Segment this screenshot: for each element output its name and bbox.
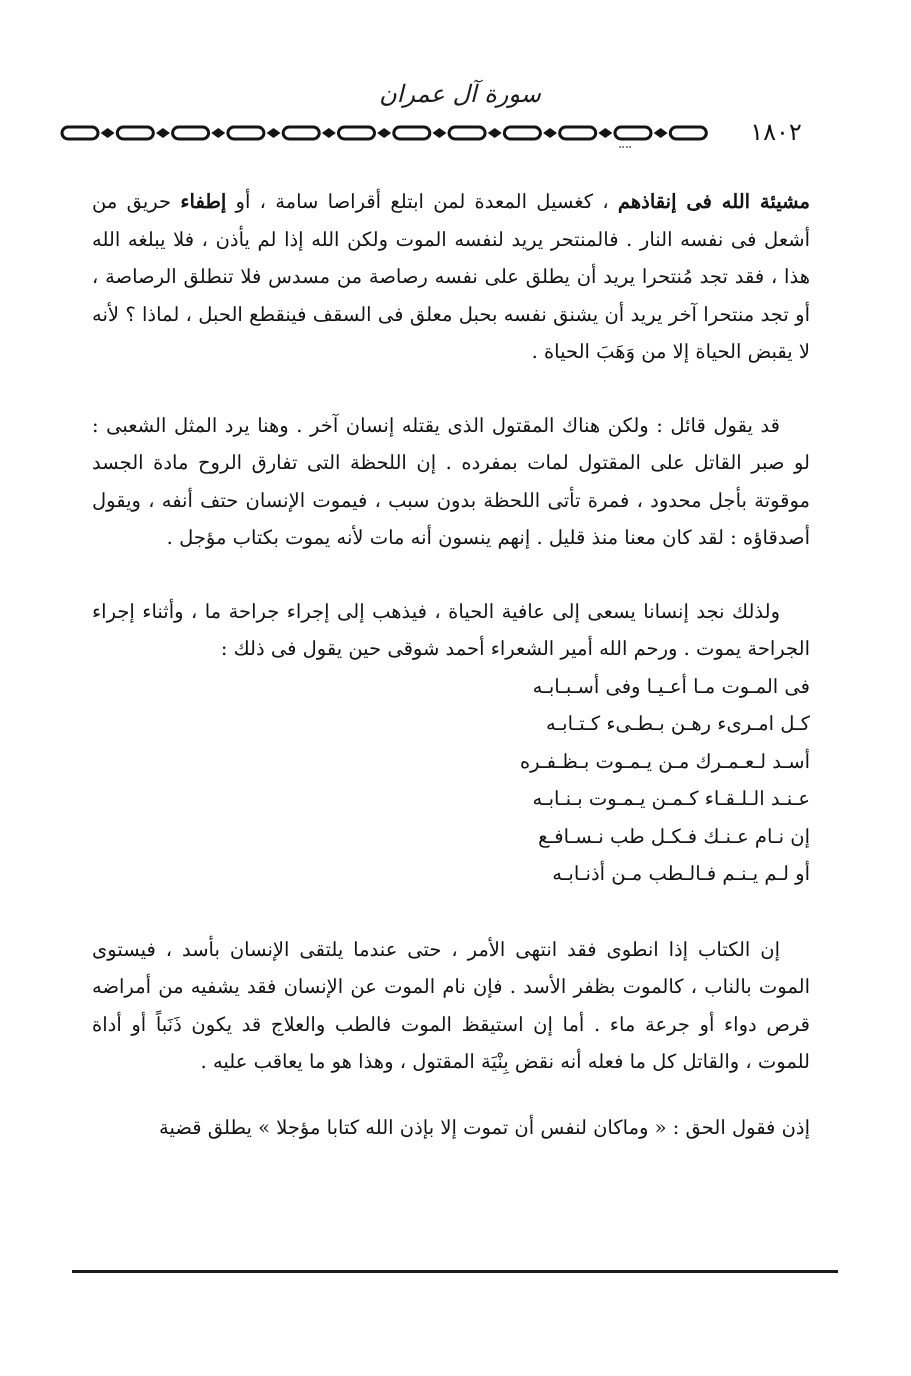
chain-link [449, 127, 485, 139]
paragraph-segment: إطفاء [180, 190, 227, 213]
paragraph [92, 183, 810, 371]
poem-verse: فى المـوت مـا أعـيـا وفى أسـبـابـه [532, 674, 810, 698]
chain-diamond [101, 128, 115, 138]
chain-link [62, 127, 98, 139]
decorative-dot-mark [619, 146, 631, 148]
chain-diamond [488, 128, 502, 138]
continuation-line: إذن فقول الحق : « وماكان لنفس أن تموت إلا بإذن الله كتابا مؤجلا » يطلق قضية [158, 1115, 810, 1139]
chain-link [670, 127, 706, 139]
paragraph-segment: قد يقول قائل : ولكن هناك المقتول الذى يقتله إنسان آخر . وهنا يرد المثل الشعبى : لو صبر القاتل على المقتول لمات بمفرده . إن اللحظة التى تفارق الروح مادة الجسد موقوتة بأجل محدود ، فمرة تأتى اللحظة بدون سبب ، فيموت الإنسان حتف أنفه ، ويقول أصدقاؤه : لقد كان معنا منذ قليل . إنهم ينسون أنه مات لأنه يموت بكتاب مؤجل . [92, 413, 810, 549]
paragraph-segment: ولذلك نجد إنسانا يسعى إلى عافية الحياة ، فيذهب إلى إجراء جراحة ما ، وأثناء إجراء الجراحة يموت . ورحم الله أمير الشعراء أحمد شوقى حين يقول فى ذلك : [92, 599, 810, 660]
chain-diamond [432, 128, 446, 138]
chain-link [117, 127, 153, 139]
paragraph [92, 931, 810, 1081]
chain-diamond [598, 128, 612, 138]
chain-link [339, 127, 375, 139]
chain-link [394, 127, 430, 139]
chain-diamond [654, 128, 668, 138]
poem-verse: أو لـم يـنـم فـالـطب مـن أذنـابـه [552, 862, 810, 885]
chain-link [615, 127, 651, 139]
ornamental-chain-border [60, 121, 738, 145]
paragraph [92, 593, 810, 668]
chain-diamond [267, 128, 281, 138]
poem-verse: أسـد لـعـمـرك مـن يـمـوت بـظـفـره [519, 749, 810, 773]
bottom-rule [72, 1270, 838, 1273]
paragraph-text: إن الكتاب إذا انطوى فقد انتهى الأمر ، حتى عندما يلتقى الإنسان بأسد ، فيستوى الموت بالناب ، كالموت بظفر الأسد . فإن نام الموت عن الإنسان فقد يشفيه من أمراضه قرص دواء أو جرعة ماء . أما إن استيقظ الموت فالطب والعلاج قد يكون ذَنَباً أو أداة للموت ، والقاتل كل ما فعله أنه نقض بِنْيَة المقتول ، وهذا هو ما يعاقب عليه . [92, 937, 810, 1073]
page-number [736, 118, 816, 146]
chain-link [504, 127, 540, 139]
paragraph-segment: حريق من أشعل فى نفسه النار . فالمنتحر يريد لنفسه الموت ولكن الله إذا لم يأذن ، فلا يبلغه الله هذا ، فقد تجد مُنتحرا يريد أن يطلق على نفسه رصاصة من مسدس فلا تنطلق الرصاصة ، أو تجد منتحرا آخر يريد أن يشنق نفسه بحبل معلق فى السقف فينقطع الحبل ، لماذا ؟ لأنه لا يقبض الحياة إلا من وَهَبَ الحياة . [92, 190, 810, 363]
chain-link [173, 127, 209, 139]
surah-title: سورة آل عمران [379, 80, 541, 108]
poem-verse: عـنـد الـلـقـاء كـمـن يـمـوت بـنـابـه [532, 787, 810, 810]
poem-verse: كـل امـرىء رهـن بـطـىء كـتـابـه [546, 712, 810, 735]
poem-verse: إن نـام عـنـك فـكـل طب نـسـافـع [538, 824, 810, 848]
paragraph-segment: مشيئة الله فى إنقاذهم [617, 190, 810, 213]
chain-diamond [377, 128, 391, 138]
chain-diamond [211, 128, 225, 138]
paragraph-segment: ، كغسيل المعدة لمن ابتلع أقراصا سامة ، أو [226, 190, 618, 213]
main-text [92, 183, 810, 1146]
chain-link [283, 127, 319, 139]
page-number-value: ١٨٠٢ [750, 118, 802, 146]
poem [92, 668, 810, 893]
chain-diamond [156, 128, 170, 138]
chain-diamond [322, 128, 336, 138]
chain-diamond [543, 128, 557, 138]
paragraph [92, 407, 810, 557]
chain-link [560, 127, 596, 139]
chain-link [228, 127, 264, 139]
